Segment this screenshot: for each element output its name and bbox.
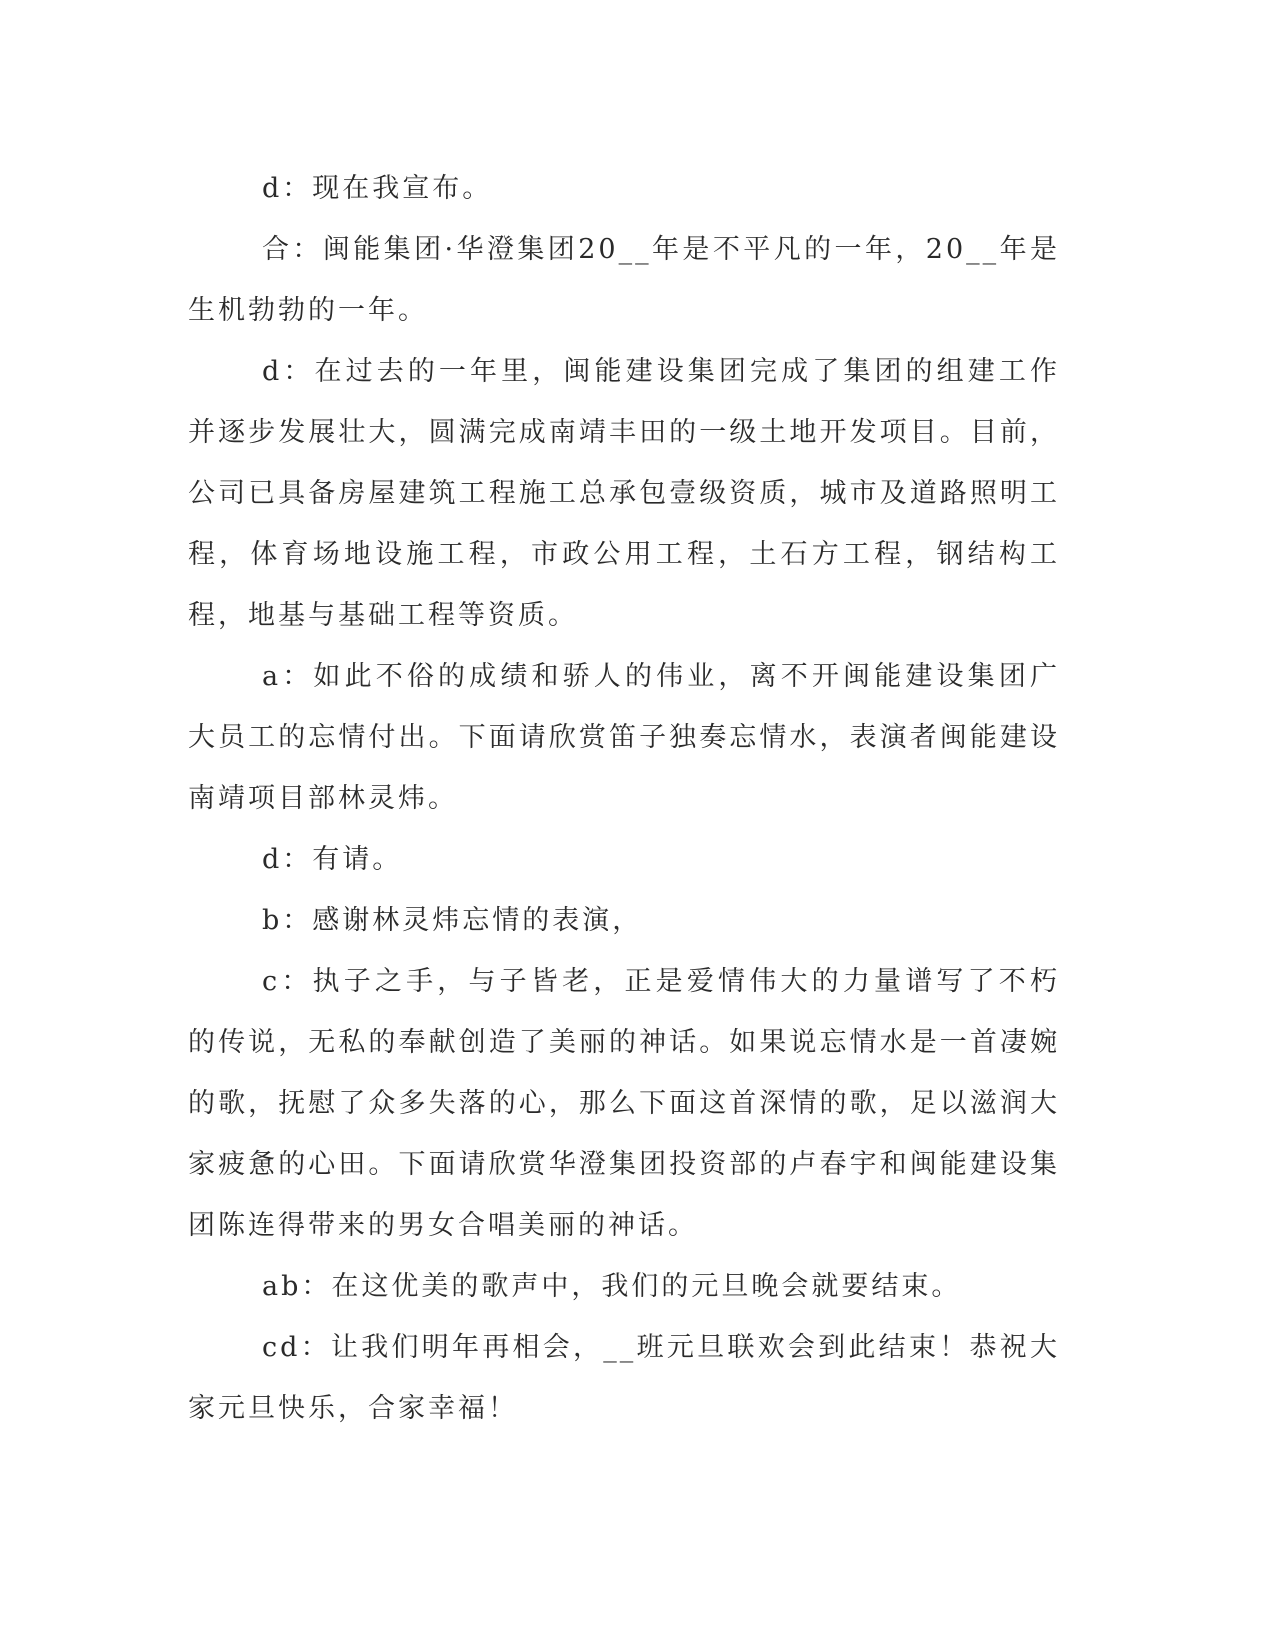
paragraph-invite: d：有请。	[262, 844, 403, 875]
paragraph-farewell: cd：让我们明年再相会，__班元旦联欢会到此结束！恭祝大家元旦快乐，合家幸福！	[188, 1332, 1060, 1424]
paragraph-achievements: d：在过去的一年里，闽能建设集团完成了集团的组建工作并逐步发展壮大，圆满完成南靖丰田的一级土地开发项目。目前，公司已具备房屋建筑工程施工总承包壹级资质，城市及道路照明工程，体育场地设施工程，市政公用工程，土石方工程，钢结构工程，地基与基础工程等资质。	[188, 356, 1060, 631]
paragraph-duet-intro: c：执子之手，与子皆老，正是爱情伟大的力量谱写了不朽的传说，无私的奉献创造了美丽的神话。如果说忘情水是一首凄婉的歌，抚慰了众多失落的心，那么下面这首深情的歌，足以滋润大家疲惫的心田。下面请欣赏华澄集团投资部的卢春宇和闽能建设集团陈连得带来的男女合唱美丽的神话。	[188, 966, 1060, 1241]
paragraph-year-summary: 合：闽能集团·华澄集团20__年是不平凡的一年，20__年是生机勃勃的一年。	[188, 234, 1060, 326]
paragraph-flute-solo-intro: a：如此不俗的成绩和骄人的伟业，离不开闽能建设集团广大员工的忘情付出。下面请欣赏笛子独奏忘情水，表演者闽能建设南靖项目部林灵炜。	[188, 661, 1060, 814]
paragraph-closing: ab：在这优美的歌声中，我们的元旦晚会就要结束。	[262, 1271, 962, 1302]
paragraph-thanks: b：感谢林灵炜忘情的表演，	[262, 905, 643, 936]
paragraph-announce: d：现在我宣布。	[262, 173, 493, 204]
document-body	[188, 158, 1060, 1439]
